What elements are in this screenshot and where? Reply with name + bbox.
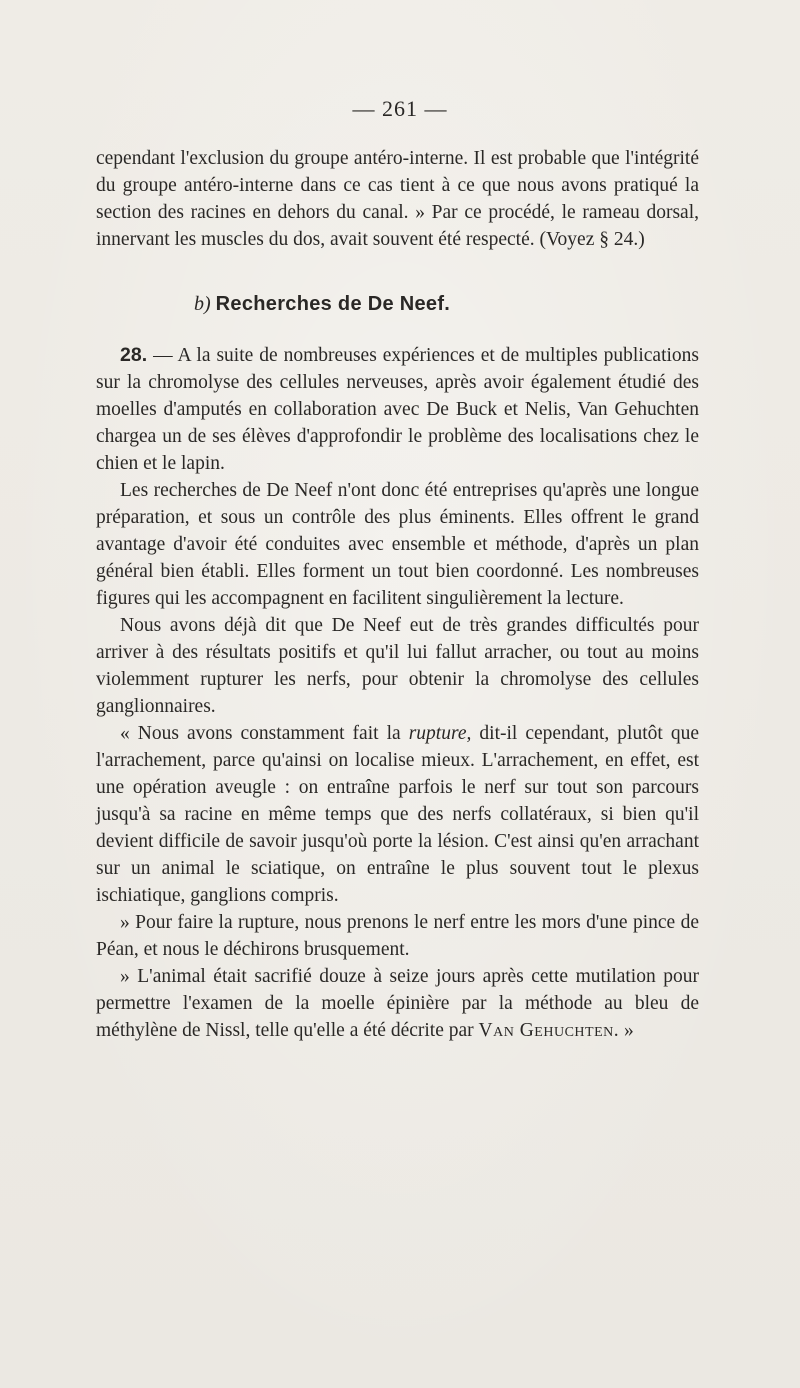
closing-quote: »	[623, 1020, 634, 1041]
author-name-smallcaps: Van Gehuchten.	[478, 1020, 620, 1041]
subheading-letter: b)	[194, 293, 211, 315]
paragraph-recherches: Les recherches de De Neef n'ont donc été entreprises qu'après une longue préparation, et sous un contrôle des plus éminents. Elles offrent le grand avantage d'avoir été conduites avec ensemble et méthode, d'après un plan général bien établi. Elles forment un tout bien coordonné. Les nombreuses figures qui les accompagnent en facilitent singulièrement la lecture.	[96, 480, 699, 609]
paragraph-quote-nissl	[96, 963, 699, 1044]
quote-rupture-after: dit-il cependant, plutôt que l'arrachement, parce qu'ainsi on localise mieux. L'arrachement, en effet, est une opération aveugle : on entraîne parfois le nerf sur tout son parcours jusqu'à sa racine en même temps que des nerfs collatéraux, si bien qu'il devient difficile de savoir jusqu'où porte la lésion. C'est ainsi qu'en arrachant sur un animal le sciatique, on entraîne le plus souvent tout le plexus ischiatique, ganglions compris.	[96, 723, 700, 906]
section-number: 28.	[120, 344, 148, 366]
section-28-text: A la suite de nombreuses expériences et de multiples publications sur la chromolyse des cellules nerveuses, après avoir également étudié des moelles d'amputés en collaboration avec De Buck et Nelis, Van Gehuchten chargea un de ses élèves d'approfondir le problème des localisations chez le chien et le lapin.	[96, 345, 699, 474]
paragraph-continuation: cependant l'exclusion du groupe antéro-interne. Il est probable que l'intégrité du groupe antéro-interne dans ce cas tient à ce que nous avons pratiqué la section des racines en dehors du canal. » Par ce procédé, le rameau dorsal, innervant les muscles du dos, avait souvent été respecté. (Voyez § 24.)	[96, 148, 699, 250]
quote-rupture-italic: rupture,	[408, 723, 472, 744]
body-text	[96, 145, 699, 1044]
page-number: — 261 —	[352, 96, 448, 121]
paragraph-quote-pince: » Pour faire la rupture, nous prenons le nerf entre les mors d'une pince de Péan, et nous le déchirons brusquement.	[96, 912, 699, 960]
quote-rupture-before: « Nous avons constamment fait la	[120, 723, 401, 744]
subheading-title: Recherches de De Neef.	[215, 293, 451, 315]
section-dash: —	[153, 345, 173, 366]
section-subheading	[96, 291, 699, 318]
paragraph-quote-rupture	[96, 720, 699, 909]
quote-nissl-text: » L'animal était sacrifié douze à seize jours après cette mutilation pour permettre l'examen de la moelle épinière par la méthode au bleu de méthylène de Nissl, telle qu'elle a été décrite par	[96, 966, 699, 1041]
paragraph-section-28	[96, 342, 699, 477]
paragraph-difficultes: Nous avons déjà dit que De Neef eut de très grandes difficultés pour arriver à des résultats positifs et qu'il lui fallut arracher, ou tout au moins violemment rupturer les nerfs, pour obtenir la chromolyse des cellules ganglionnaires.	[96, 615, 699, 717]
